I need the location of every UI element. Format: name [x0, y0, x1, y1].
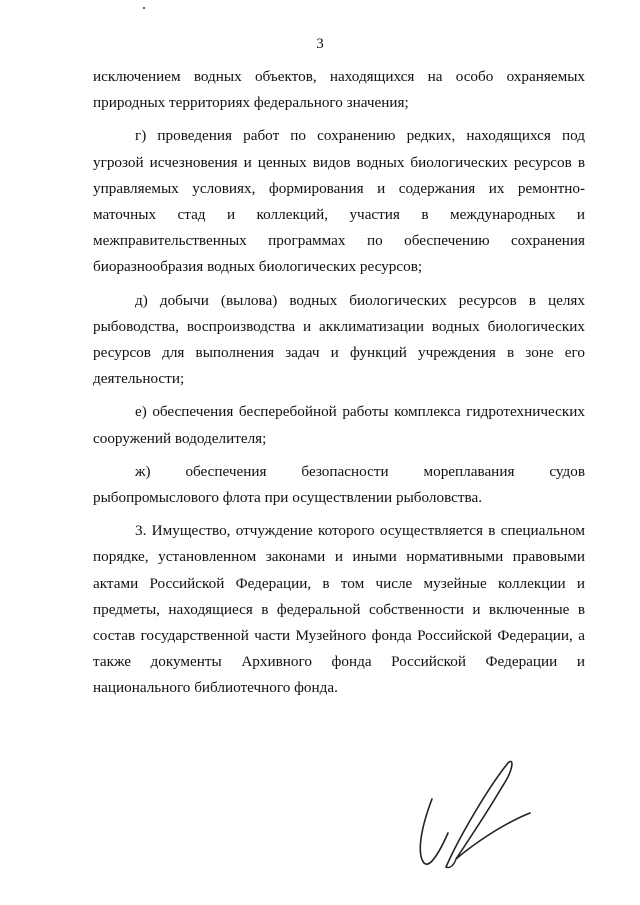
paragraph-section-3: 3. Имущество, отчуждение которого осуществляется в специальном порядке, установленном законами и иными нормативными правовыми актами Российской Федерации, в том числе музейные коллекции и предметы, находящиеся в федеральной собственности и включенные в состав государственной части Музейного фонда Российской Федерации, а также документы Архивного фонда Российской Федерации и национального библиотечного фонда. — [93, 522, 585, 697]
signature-icon — [410, 755, 560, 875]
paragraph-item-zh: ж) обеспечения безопасности мореплавания судов рыбопромыслового флота при осуществлении рыболовства. — [93, 462, 585, 507]
paragraph-continuation: исключением водных объектов, находящихся на особо охраняемых природных территориях федерального значения; — [93, 68, 585, 112]
scan-speck — [143, 7, 145, 9]
paragraph-item-d: д) добычи (вылова) водных биологических ресурсов в целях рыбоводства, воспроизводства и акклиматизации водных биологических ресурсов для выполнения задач и функций учреждения в зоне его деятельности; — [93, 291, 585, 388]
paragraph-item-g: г) проведения работ по сохранению редких, находящихся под угрозой исчезновения и ценных видов водных биологических ресурсов в управляемых условиях, формирования и содержания их ремонтно-маточных стад и коллекций, участия в международных и межправительственных программах по обеспечению сохранения биоразнообразия водных биологических ресурсов; — [93, 127, 585, 276]
document-body — [93, 64, 585, 702]
page-number: 3 — [316, 36, 324, 52]
paragraph-item-e: е) обеспечения бесперебойной работы комплекса гидротехнических сооружений вододелителя; — [93, 403, 585, 447]
